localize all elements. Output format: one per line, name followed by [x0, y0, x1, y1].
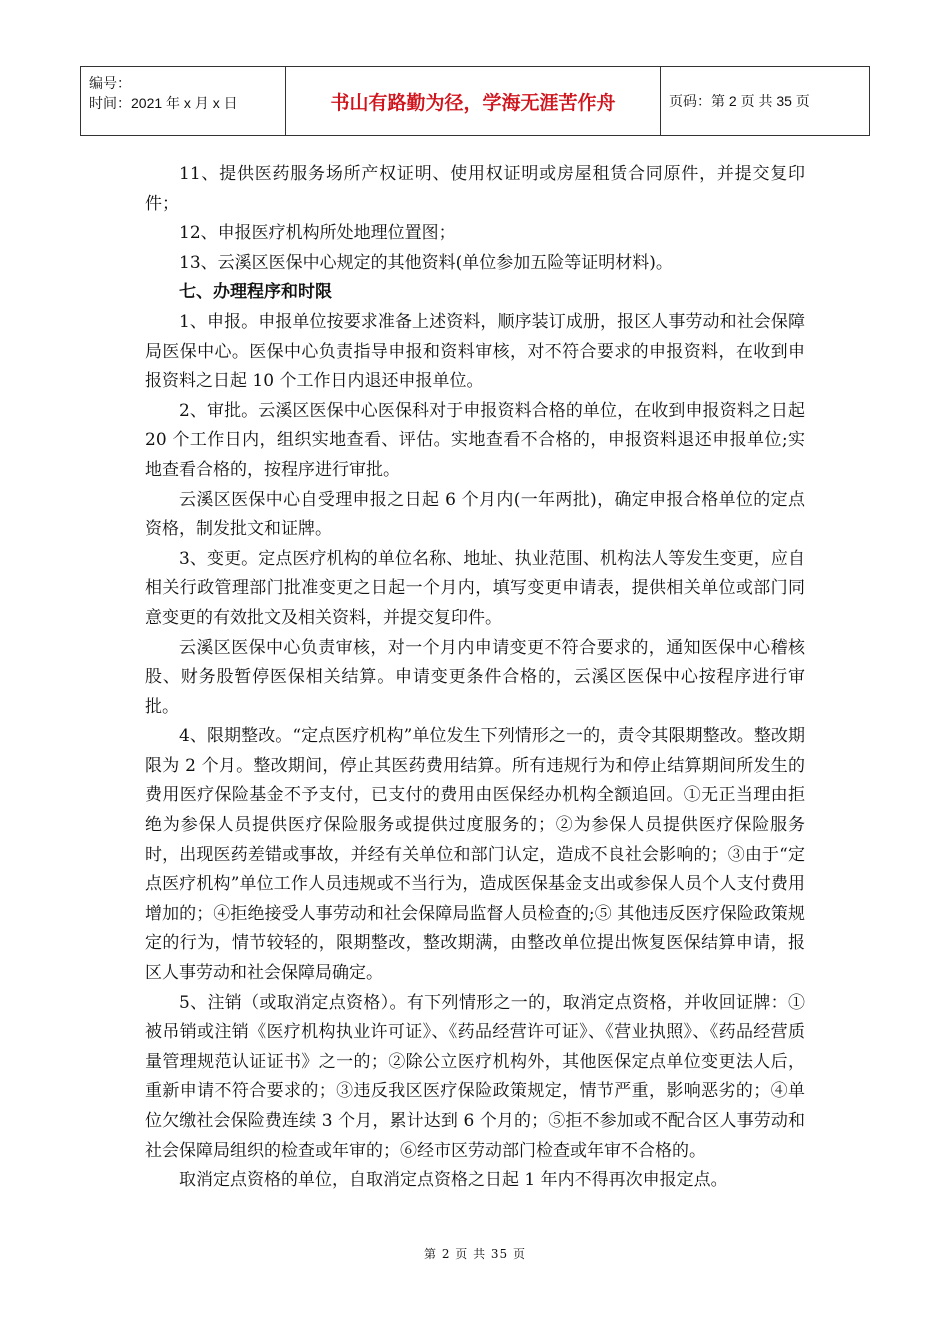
paragraph: 4、限期整改。“定点医疗机构”单位发生下列情形之一的，责令其限期整改。整改期限为 2 个月。整改期间，停止其医药费用结算。所有违规行为和停止结算期间所发生的费用医疗保险基金不予支付，已支付的费用由医保经办机构全额追回。①无正当理由拒绝为参保人员提供医疗保险服务或提供过度服务的；②为参保人员提供医疗保险服务时，出现医药差错或事故，并经有关单位和部门认定，造成不良社会影响的；③由于“定点医疗机构”单位工作人员违规或不当行为，造成医保基金支出或参保人员个人支付费用增加的；④拒绝接受人事劳动和社会保障局监督人员检查的;⑤ 其他违反医疗保险政策规定的行为，情节较轻的，限期整改，整改期满，由整改单位提出恢复医保结算申请，报区人事劳动和社会保障局确定。: [145, 726, 805, 984]
paragraph: 12、申报医疗机构所处地理位置图；: [179, 223, 456, 244]
document-body: [145, 160, 805, 1196]
number-label: 编号：: [89, 75, 131, 91]
time-label: 时间：2021 年 x 月 x 日: [89, 95, 238, 111]
paragraph: 2、审批。云溪区医保中心医保科对于申报资料合格的单位，在收到申报资料之日起 20 个工作日内，组织实地查看、评估。实地查看不合格的，申报资料退还申报单位;实地查看合格的，按程序进行审批。: [145, 400, 805, 480]
section-heading: 七、办理程序和时限: [179, 282, 332, 303]
paragraph: 13、云溪区医保中心规定的其他资料(单位参加五险等证明材料)。: [179, 252, 673, 273]
paragraph: 云溪区医保中心自受理申报之日起 6 个月内(一年两批)，确定申报合格单位的定点资格，制发批文和证牌。: [145, 489, 805, 540]
paragraph: 11、提供医药服务场所产权证明、使用权证明或房屋租赁合同原件，并提交复印件；: [145, 164, 805, 214]
paragraph: 云溪区医保中心负责审核，对一个月内申请变更不符合要求的，通知医保中心稽核股、财务股暂停医保相关结算。申请变更条件合格的，云溪区医保中心按程序进行审批。: [145, 637, 805, 717]
paragraph: 1、申报。申报单位按要求准备上述资料，顺序装订成册，报区人事劳动和社会保障局医保中心。医保中心负责指导申报和资料审核，对不符合要求的申报资料，在收到申报资料之日起 10 个工作日内退还申报单位。: [145, 311, 805, 392]
header-motto: 书山有路勤为径，学海无涯苦作舟: [286, 67, 661, 135]
paragraph: 3、变更。定点医疗机构的单位名称、地址、执业范围、机构法人等发生变更，应自相关行政管理部门批准变更之日起一个月内，填写变更申请表，提供相关单位或部门同意变更的有效批文及相关资料，并提交复印件。: [145, 548, 805, 628]
header-meta: [81, 67, 286, 135]
page-footer: 第 2 页 共 35 页: [424, 1247, 526, 1261]
page-header: [80, 66, 870, 136]
paragraph: 5、注销（或取消定点资格）。有下列情形之一的，取消定点资格，并收回证牌：①被吊销或注销《医疗机构执业许可证》、《药品经营许可证》、《营业执照》、《药品经营质量管理规范认证证书》之一的；②除公立医疗机构外，其他医保定点单位变更法人后，重新申请不符合要求的；③违反我区医疗保险政策规定，情节严重，影响恶劣的；④单位欠缴社会保险费连续 3 个月，累计达到 6 个月的；⑤拒不参加或不配合区人事劳动和社会保障局组织的检查或年审的；⑥经市区劳动部门检查或年审不合格的。: [145, 992, 805, 1161]
header-page-info: 页码：第 2 页 共 35 页: [669, 93, 810, 109]
paragraph: 取消定点资格的单位，自取消定点资格之日起 1 年内不得再次申报定点。: [179, 1170, 728, 1191]
